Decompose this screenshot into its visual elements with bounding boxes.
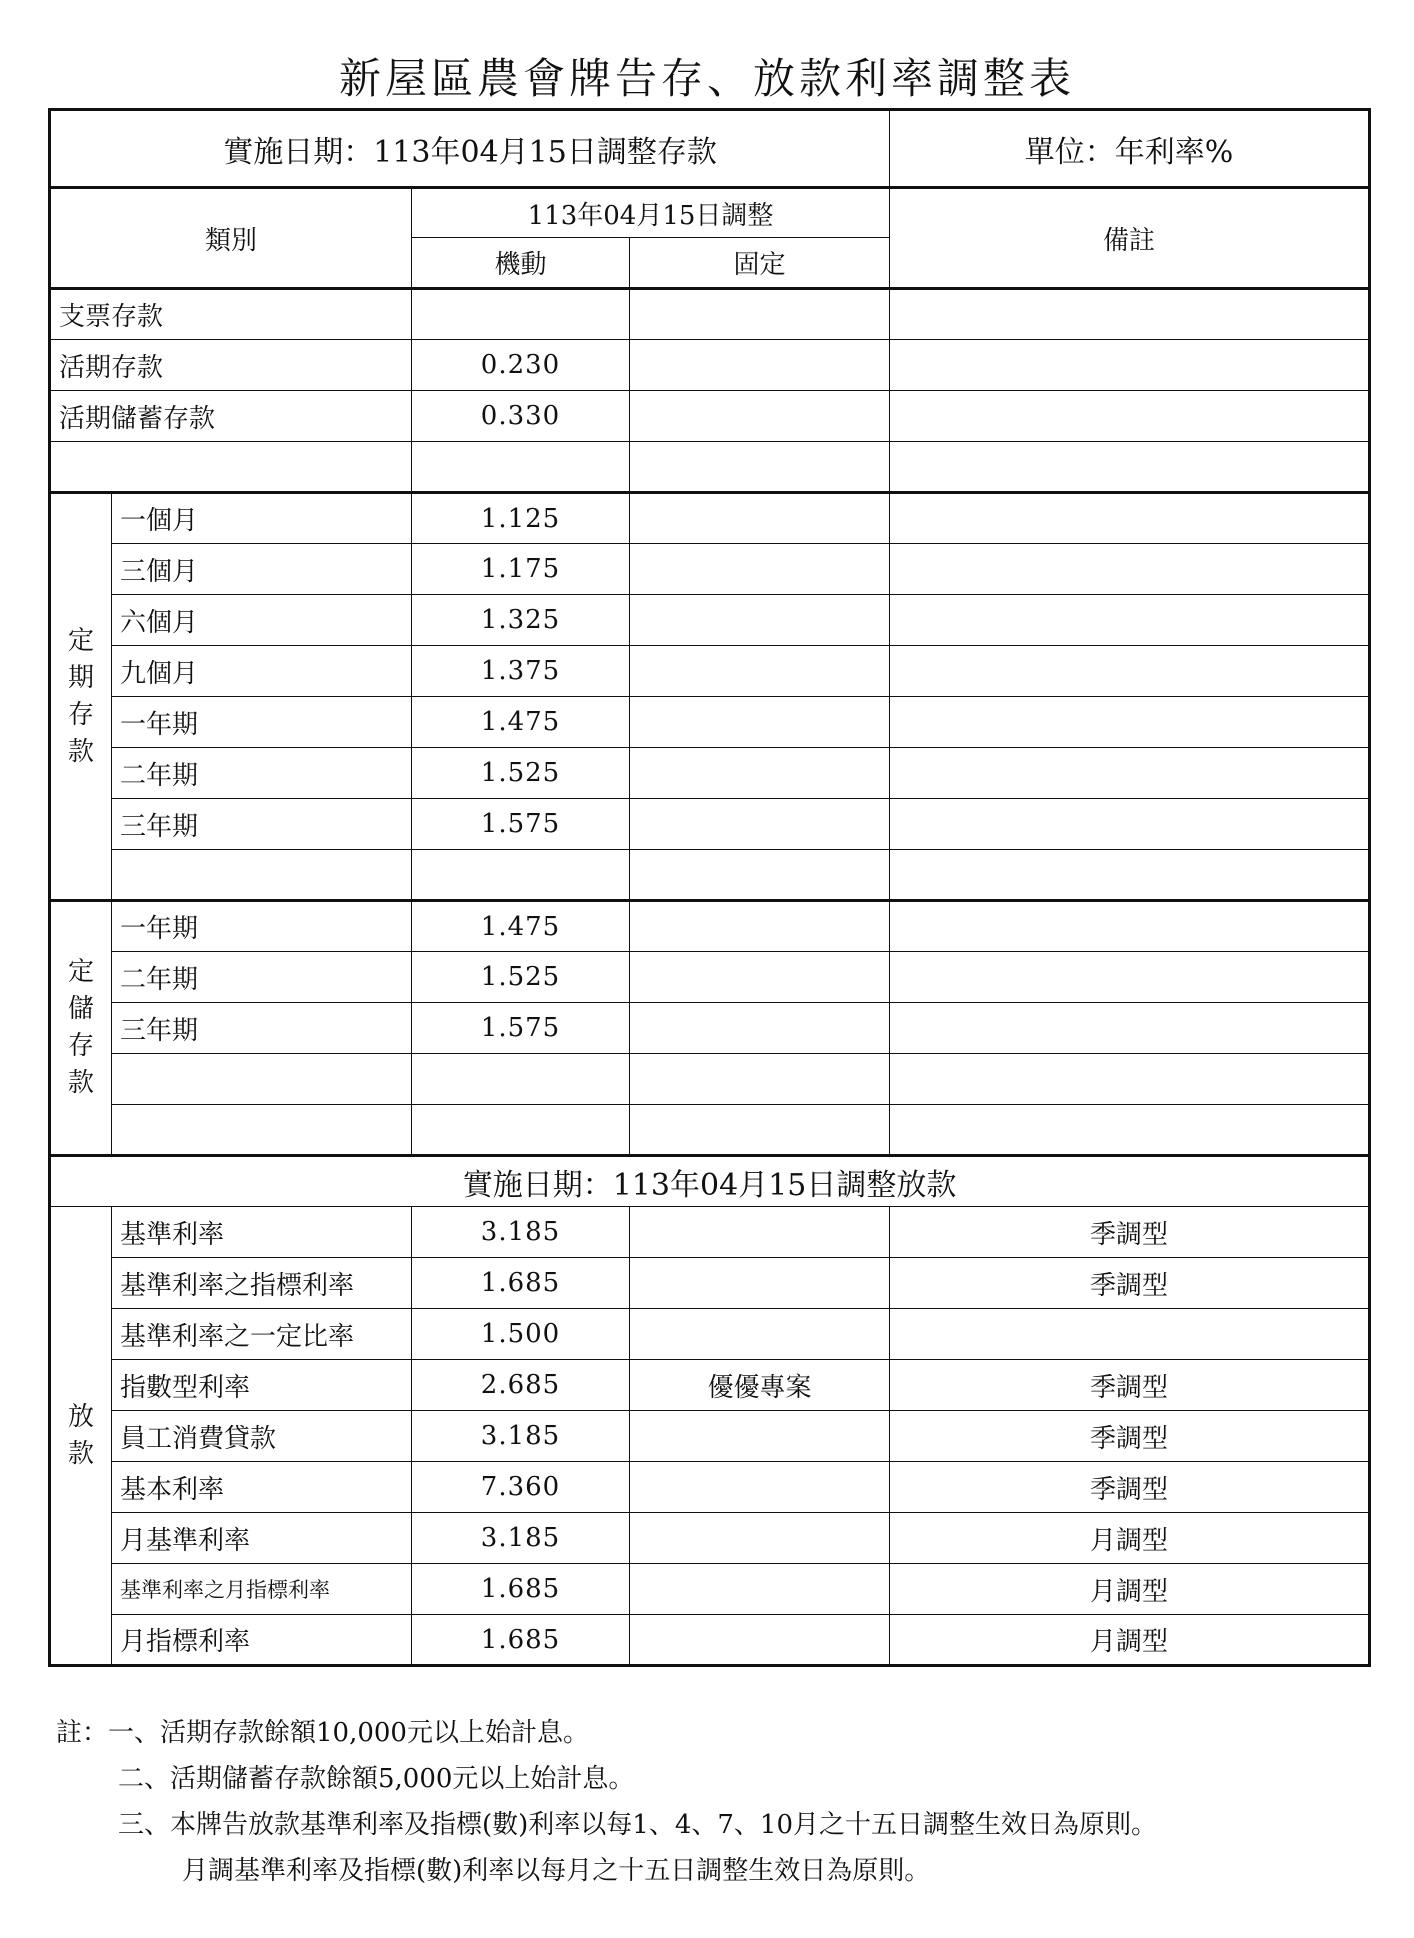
row-label: 一年期 (112, 901, 412, 952)
remark-cell: 季調型 (890, 1411, 1370, 1462)
fixed-rate (630, 1207, 890, 1258)
table-row (50, 289, 1370, 340)
table-row (50, 646, 1370, 697)
note-line-2: 二、活期儲蓄存款餘額5,000元以上始計息。 (118, 1764, 635, 1794)
loan-group-label: 放 款 (50, 1207, 112, 1666)
row-label: 員工消費貸款 (112, 1411, 412, 1462)
table-row (50, 340, 1370, 391)
fixed-rate (630, 289, 890, 340)
floating-rate: 1.575 (412, 1003, 630, 1054)
row-label: 基準利率 (112, 1207, 412, 1258)
row-label: 三個月 (112, 544, 412, 595)
unit-label: 單位：年利率% (890, 110, 1370, 188)
row-label: 活期儲蓄存款 (50, 391, 412, 442)
time-deposit-group-label: 定 期 存 款 (50, 493, 112, 901)
table-row (50, 1462, 1370, 1513)
table-row (50, 748, 1370, 799)
blank-row (50, 850, 1370, 901)
remark-cell (890, 391, 1370, 442)
table-row (50, 799, 1370, 850)
table-row (50, 1003, 1370, 1054)
row-label: 三年期 (112, 1003, 412, 1054)
table-row (50, 1207, 1370, 1258)
row-label: 二年期 (112, 748, 412, 799)
floating-rate: 1.685 (412, 1615, 630, 1666)
table-row (50, 697, 1370, 748)
adjust-date-header: 113年04月15日調整 (412, 188, 890, 238)
remark-header: 備註 (890, 188, 1370, 289)
row-label: 九個月 (112, 646, 412, 697)
table-row (50, 1513, 1370, 1564)
category-header: 類別 (50, 188, 412, 289)
fixed-rate (630, 1513, 890, 1564)
remark-cell: 季調型 (890, 1258, 1370, 1309)
row-label: 月指標利率 (112, 1615, 412, 1666)
table-row (50, 1258, 1370, 1309)
table-row (50, 595, 1370, 646)
floating-rate: 1.375 (412, 646, 630, 697)
floating-rate: 1.575 (412, 799, 630, 850)
row-label: 活期存款 (50, 340, 412, 391)
floating-rate: 0.230 (412, 340, 630, 391)
note-line-1: 註：一、活期存款餘額10,000元以上始計息。 (56, 1718, 589, 1748)
remark-cell (890, 1309, 1370, 1360)
floating-rate (412, 289, 630, 340)
remark-cell: 季調型 (890, 1360, 1370, 1411)
floating-rate: 1.125 (412, 493, 630, 544)
fixed-rate (630, 1564, 890, 1615)
row-label: 一年期 (112, 697, 412, 748)
fixed-rate: 優優專案 (630, 1360, 890, 1411)
table-row (50, 391, 1370, 442)
remark-cell: 季調型 (890, 1462, 1370, 1513)
row-label: 三年期 (112, 799, 412, 850)
rate-table (48, 108, 1371, 1667)
fixed-rate (630, 1462, 890, 1513)
row-label: 月基準利率 (112, 1513, 412, 1564)
table-row (50, 544, 1370, 595)
floating-rate: 1.475 (412, 697, 630, 748)
deposit-effective-date: 實施日期：113年04月15日調整存款 (50, 110, 890, 188)
fixed-rate (630, 391, 890, 442)
fixed-rate (630, 1615, 890, 1666)
floating-rate: 1.325 (412, 595, 630, 646)
floating-rate: 1.175 (412, 544, 630, 595)
row-label: 六個月 (112, 595, 412, 646)
blank-row (50, 1054, 1370, 1105)
remark-cell: 月調型 (890, 1564, 1370, 1615)
remark-cell: 月調型 (890, 1615, 1370, 1666)
remark-cell (890, 340, 1370, 391)
blank-row (50, 442, 1370, 493)
row-label: 二年期 (112, 952, 412, 1003)
remark-cell (890, 289, 1370, 340)
floating-rate: 1.685 (412, 1564, 630, 1615)
note-line-3: 三、本牌告放款基準利率及指標(數)利率以每1、4、7、10月之十五日調整生效日為原則。 (118, 1810, 1157, 1840)
table-row (50, 901, 1370, 952)
table-row (50, 1564, 1370, 1615)
page-title: 新屋區農會牌告存、放款利率調整表 (338, 54, 1075, 103)
row-label: 基本利率 (112, 1462, 412, 1513)
floating-rate: 1.685 (412, 1258, 630, 1309)
remark-cell: 季調型 (890, 1207, 1370, 1258)
table-row (50, 493, 1370, 544)
row-label: 一個月 (112, 493, 412, 544)
floating-rate: 1.500 (412, 1309, 630, 1360)
fixed-rate (630, 1411, 890, 1462)
row-label: 基準利率之月指標利率 (112, 1564, 412, 1615)
fixed-rate (630, 340, 890, 391)
fixed-rate (630, 1309, 890, 1360)
blank-row (50, 1105, 1370, 1156)
table-row (50, 952, 1370, 1003)
notes (56, 1710, 1376, 1894)
table-row (50, 1360, 1370, 1411)
floating-rate: 3.185 (412, 1411, 630, 1462)
floating-rate: 1.525 (412, 952, 630, 1003)
table-row (50, 1309, 1370, 1360)
loan-effective-date: 實施日期：113年04月15日調整放款 (50, 1156, 1370, 1207)
fixed-rate (630, 1258, 890, 1309)
floating-rate: 0.330 (412, 391, 630, 442)
note-line-4: 月調基準利率及指標(數)利率以每月之十五日調整生效日為原則。 (182, 1856, 931, 1886)
savings-deposit-group-label: 定 儲 存 款 (50, 901, 112, 1156)
floating-rate: 3.185 (412, 1513, 630, 1564)
floating-rate: 2.685 (412, 1360, 630, 1411)
floating-rate: 1.475 (412, 901, 630, 952)
table-row (50, 1615, 1370, 1666)
floating-rate: 7.360 (412, 1462, 630, 1513)
floating-rate: 1.525 (412, 748, 630, 799)
fixed-header: 固定 (630, 238, 890, 289)
row-label: 指數型利率 (112, 1360, 412, 1411)
row-label: 基準利率之指標利率 (112, 1258, 412, 1309)
remark-cell: 月調型 (890, 1513, 1370, 1564)
floating-header: 機動 (412, 238, 630, 289)
row-label: 支票存款 (50, 289, 412, 340)
floating-rate: 3.185 (412, 1207, 630, 1258)
table-row (50, 1411, 1370, 1462)
row-label: 基準利率之一定比率 (112, 1309, 412, 1360)
